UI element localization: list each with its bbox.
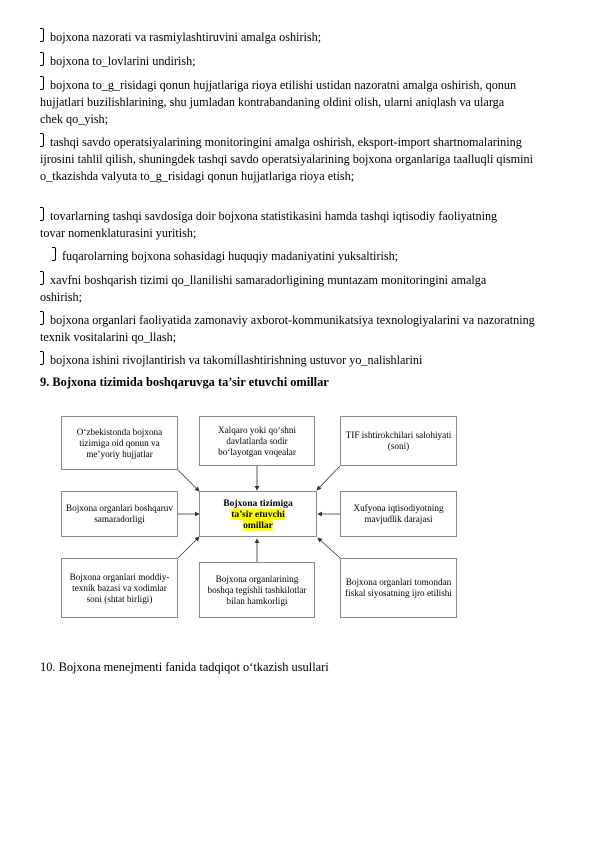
box-material-technical-base: Bojxona organlari moddiy-texnik bazasi va xodimlar soni (shtat birligi) <box>61 558 178 618</box>
list-item: xavfni boshqarish tizimi qo_llanilishi samaradorligining muntazam monitoringini amalga oshirish; <box>40 273 487 304</box>
box-fiscal-policy: Bojxona organlari tomondan fiskal siyosatning ijro etilishi <box>340 558 457 618</box>
list-item: tovarlarning tashqi savdosiga doir bojxona statistikasini hamda tashqi iqtisodiy faoliyatning tovar nomenklaturasini yuritish; <box>40 209 498 240</box>
arrow-top-right <box>317 466 340 490</box>
box-laws-regulations: O‘zbekistonda bojxona tizimiga oid qonun va me’yoriy hujjatlar <box>61 416 178 470</box>
list-item: bojxona organlari faoliyatida zamonaviy axborot-kommunikatsiya texnologiyalarini va nazoratning texnik vositalarini qo_llash; <box>40 313 535 344</box>
box-international-events: Xalqaro yoki qo‘shni davlatlarda sodir bo‘layotgan voqealar <box>199 416 315 466</box>
box-central-factors: Bojxona tizimiga ta’sir etuvchi omillar <box>199 491 317 537</box>
arrow-top-left <box>178 470 199 491</box>
next-section-heading: 10. Bojxona menejmenti fanida tadqiqot o‘tkazish usullari <box>40 660 329 674</box>
list-item: bojxona ishini rivojlantirish va takomillashtirishning ustuvor yo_nalishlarini <box>40 350 555 369</box>
arrow-bottom-left <box>178 537 199 558</box>
list-item: bojxona nazorati va rasmiylashtiruvini amalga oshirish; <box>40 27 555 46</box>
list-item: bojxona to_g_risidagi qonun hujjatlariga rioya etilishi ustidan nazoratni amalga oshirish, qonun hujjatlari buzilishlarining, shu jumladan kontrabandaning oldini olish, ularni aniqlash va ularga chek qo_yish; <box>40 78 517 126</box>
list-item: bojxona to_lovlarini undirish; <box>40 51 555 70</box>
arrow-bottom-right <box>318 538 340 558</box>
box-fea-participants: TIF ishtirokchilari salohiyati (soni) <box>340 416 457 466</box>
section-heading: 9. Bojxona tizimida boshqaruvga ta’sir etuvchi omillar <box>40 375 329 389</box>
list-item: tashqi savdo operatsiyalarining monitoringini amalga oshirish, eksport-import shartnomalarining ijrosini tahlil qilish, shuningdek tashqi savdo operatsiyalarining bojxona organlariga taalluqli qismini o_tkazishda valyuta to_g_risidagi qonun hujjatlariga rioya etish; <box>40 135 533 183</box>
box-management-efficiency: Bojxona organlari boshqaruv samaradorligi <box>61 491 178 537</box>
box-shadow-economy: Xufyona iqtisodiyotning mavjudlik darajasi <box>340 491 457 537</box>
list-item: fuqarolarning bojxona sohasidagi huquqiy madaniyatini yuksaltirish; <box>52 246 567 265</box>
box-cooperation: Bojxona organlarining boshqa tegishli tashkilotlar bilan hamkorligi <box>199 562 315 618</box>
